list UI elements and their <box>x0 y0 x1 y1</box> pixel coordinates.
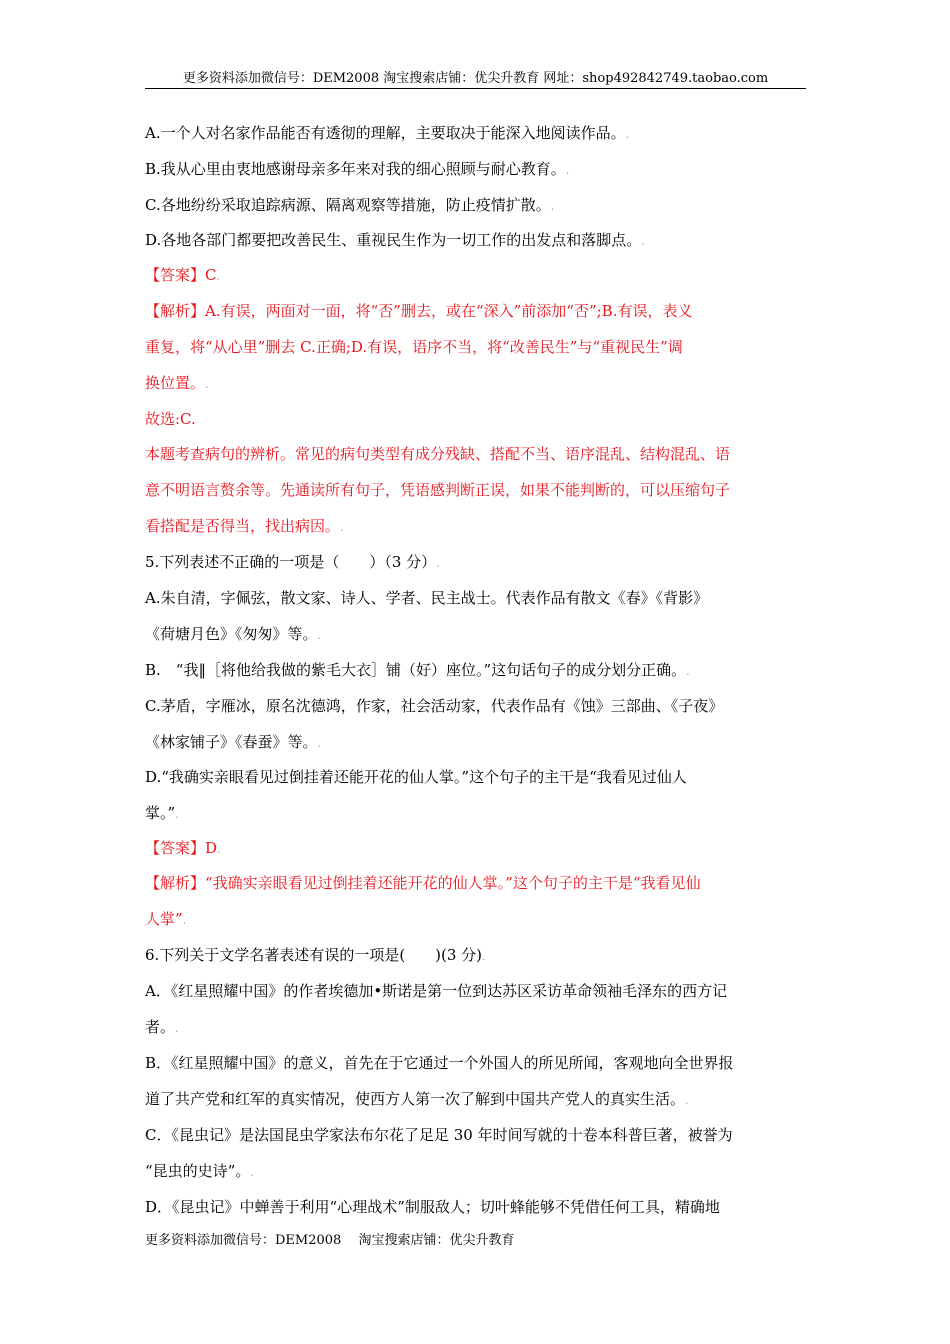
text-line <box>145 445 730 463</box>
text-line <box>145 697 723 715</box>
text-line <box>145 1126 733 1144</box>
line-text: B. “我‖［将他给我做的紫毛大衣］铺（好）座位。”这句话句子的成分划分正确。 <box>145 661 687 679</box>
line-text: A.一个人对名家作品能否有透彻的理解，主要取决于能深入地阅读作品。 <box>145 124 626 142</box>
text-line <box>145 517 344 537</box>
text-line <box>145 266 220 286</box>
text-line <box>145 768 687 786</box>
line-text: 《荷塘月色》《匆匆》等。 <box>145 625 318 643</box>
paragraph-mark: . <box>436 557 440 570</box>
text-line <box>145 124 629 144</box>
text-line <box>145 946 486 966</box>
text-line <box>145 1054 734 1072</box>
text-line <box>145 661 690 681</box>
text-line <box>145 910 186 930</box>
paragraph-mark: . <box>250 1166 254 1179</box>
text-line <box>145 1018 179 1038</box>
paragraph-mark: . <box>216 270 220 283</box>
line-text: 重复，将“从心里”删去 C.正确;D.有误，语序不当，将“改善民生”与“重视民生”调 <box>145 338 683 356</box>
paragraph-mark: . <box>205 378 209 391</box>
section-label: 【解析】 <box>145 874 206 892</box>
text-line <box>145 231 645 251</box>
paragraph-mark: . <box>685 1094 689 1107</box>
line-text: 《林家铺子》《春蚕》等。 <box>145 733 318 751</box>
text-line <box>145 625 321 645</box>
line-text: 看搭配是否得当，找出病因。 <box>145 517 341 535</box>
paragraph-mark: . <box>482 950 486 963</box>
line-text: “我确实亲眼看见过倒挂着还能开花的仙人掌。”这个句子的主干是“我看见仙 <box>205 874 701 892</box>
line-text: 本题考查病句的辨析。常见的病句类型有成分残缺、搭配不当、语序混乱、结构混乱、语 <box>145 445 731 463</box>
paragraph-mark: . <box>217 843 221 856</box>
text-line <box>145 374 209 394</box>
paragraph-mark: . <box>317 737 322 750</box>
text-line <box>145 338 683 356</box>
line-text: 意不明语言赘余等。先通读所有句子，凭语感判断正误，如果不能判断的，可以压缩句子 <box>145 481 731 499</box>
section-label: 【答案】 <box>145 266 206 284</box>
paragraph-mark: . <box>340 521 344 534</box>
line-text: 者。 <box>145 1018 176 1036</box>
line-text: A．《红星照耀中国》的作者埃德加•斯诺是第一位到达苏区采访革命领袖毛泽东的西方记 <box>145 982 728 1000</box>
paragraph-mark: . <box>175 808 179 821</box>
line-text: B.我从心里由衷地感谢母亲多年来对我的细心照顾与耐心教育。 <box>145 160 566 178</box>
page-header: 更多资料添加微信号：DEM2008 淘宝搜索店铺：优尖升教育 网址：shop492842749.taobao.com <box>182 71 769 86</box>
paragraph-mark: . <box>686 665 690 678</box>
text-line <box>145 839 221 859</box>
text-line <box>145 481 730 499</box>
line-text: 6.下列关于文学名著表述有误的一项是( )(3 分) <box>145 946 483 964</box>
paragraph-mark: . <box>625 128 630 141</box>
section-label: 【解析】 <box>145 302 206 320</box>
paragraph-mark: . <box>182 914 187 927</box>
line-text: 掌。” <box>145 804 176 822</box>
text-line <box>145 589 708 607</box>
line-text: D.“我确实亲眼看见过倒挂着还能开花的仙人掌。”这个句子的主干是“我看见过仙人 <box>145 768 687 786</box>
line-text: D．《昆虫记》中蝉善于利用“心理战术”制服敌人；切叶蜂能够不凭借任何工具，精确地 <box>145 1198 720 1216</box>
section-label: 【答案】 <box>145 839 206 857</box>
line-text: C．《昆虫记》是法国昆虫学家法布尔花了足足 30 年时间写就的十卷本科普巨著，被誉为 <box>145 1126 733 1144</box>
line-text: C <box>205 266 217 284</box>
text-line <box>145 1090 689 1110</box>
text-line <box>145 804 179 824</box>
line-text: 5.下列表述不正确的一项是（ ）（3 分） <box>145 553 437 571</box>
line-text: D <box>205 839 218 857</box>
line-text: D.各地各部门都要把改善民生、重视民生作为一切工作的出发点和落脚点。 <box>145 231 642 249</box>
text-line <box>145 553 440 573</box>
text-line <box>145 1162 254 1182</box>
line-text: 人掌” <box>145 910 183 928</box>
line-text: 故选:C. <box>145 410 196 428</box>
text-line <box>145 982 727 1000</box>
line-text: A.有误，两面对一面，将“否”删去，或在“深入”前添加“否”;B.有误，表义 <box>205 302 693 320</box>
header-divider <box>145 88 806 89</box>
page-footer: 更多资料添加微信号：DEM2008 淘宝搜索店铺：优尖升教育 <box>145 1233 515 1248</box>
paragraph-mark: . <box>550 200 555 213</box>
paragraph-mark: . <box>317 629 322 642</box>
paragraph-mark: . <box>641 235 645 248</box>
line-text: “昆虫的史诗”。 <box>145 1162 251 1180</box>
text-line <box>145 302 692 320</box>
line-text: C.各地纷纷采取追踪病源、隔离观察等措施，防止疫情扩散。 <box>145 196 551 214</box>
line-text: 换位置。 <box>145 374 206 392</box>
text-line <box>145 160 569 180</box>
paragraph-mark: . <box>565 164 570 177</box>
line-text: 道了共产党和红军的真实情况，使西方人第一次了解到中国共产党人的真实生活。 <box>145 1090 686 1108</box>
paragraph-mark: . <box>175 1022 179 1035</box>
line-text: B．《红星照耀中国》的意义，首先在于它通过一个外国人的所见所闻，客观地向全世界报 <box>145 1054 734 1072</box>
text-line <box>145 733 321 753</box>
line-text: C.茅盾，字雁冰，原名沈德鸿，作家，社会活动家，代表作品有《蚀》三部曲、《子夜》 <box>145 697 724 715</box>
text-line <box>145 874 701 892</box>
line-text: A.朱自清，字佩弦，散文家、诗人、学者、民主战士。代表作品有散文《春》《背影》 <box>145 589 709 607</box>
text-line <box>145 196 554 216</box>
text-line <box>145 410 196 428</box>
text-line <box>145 1198 720 1216</box>
